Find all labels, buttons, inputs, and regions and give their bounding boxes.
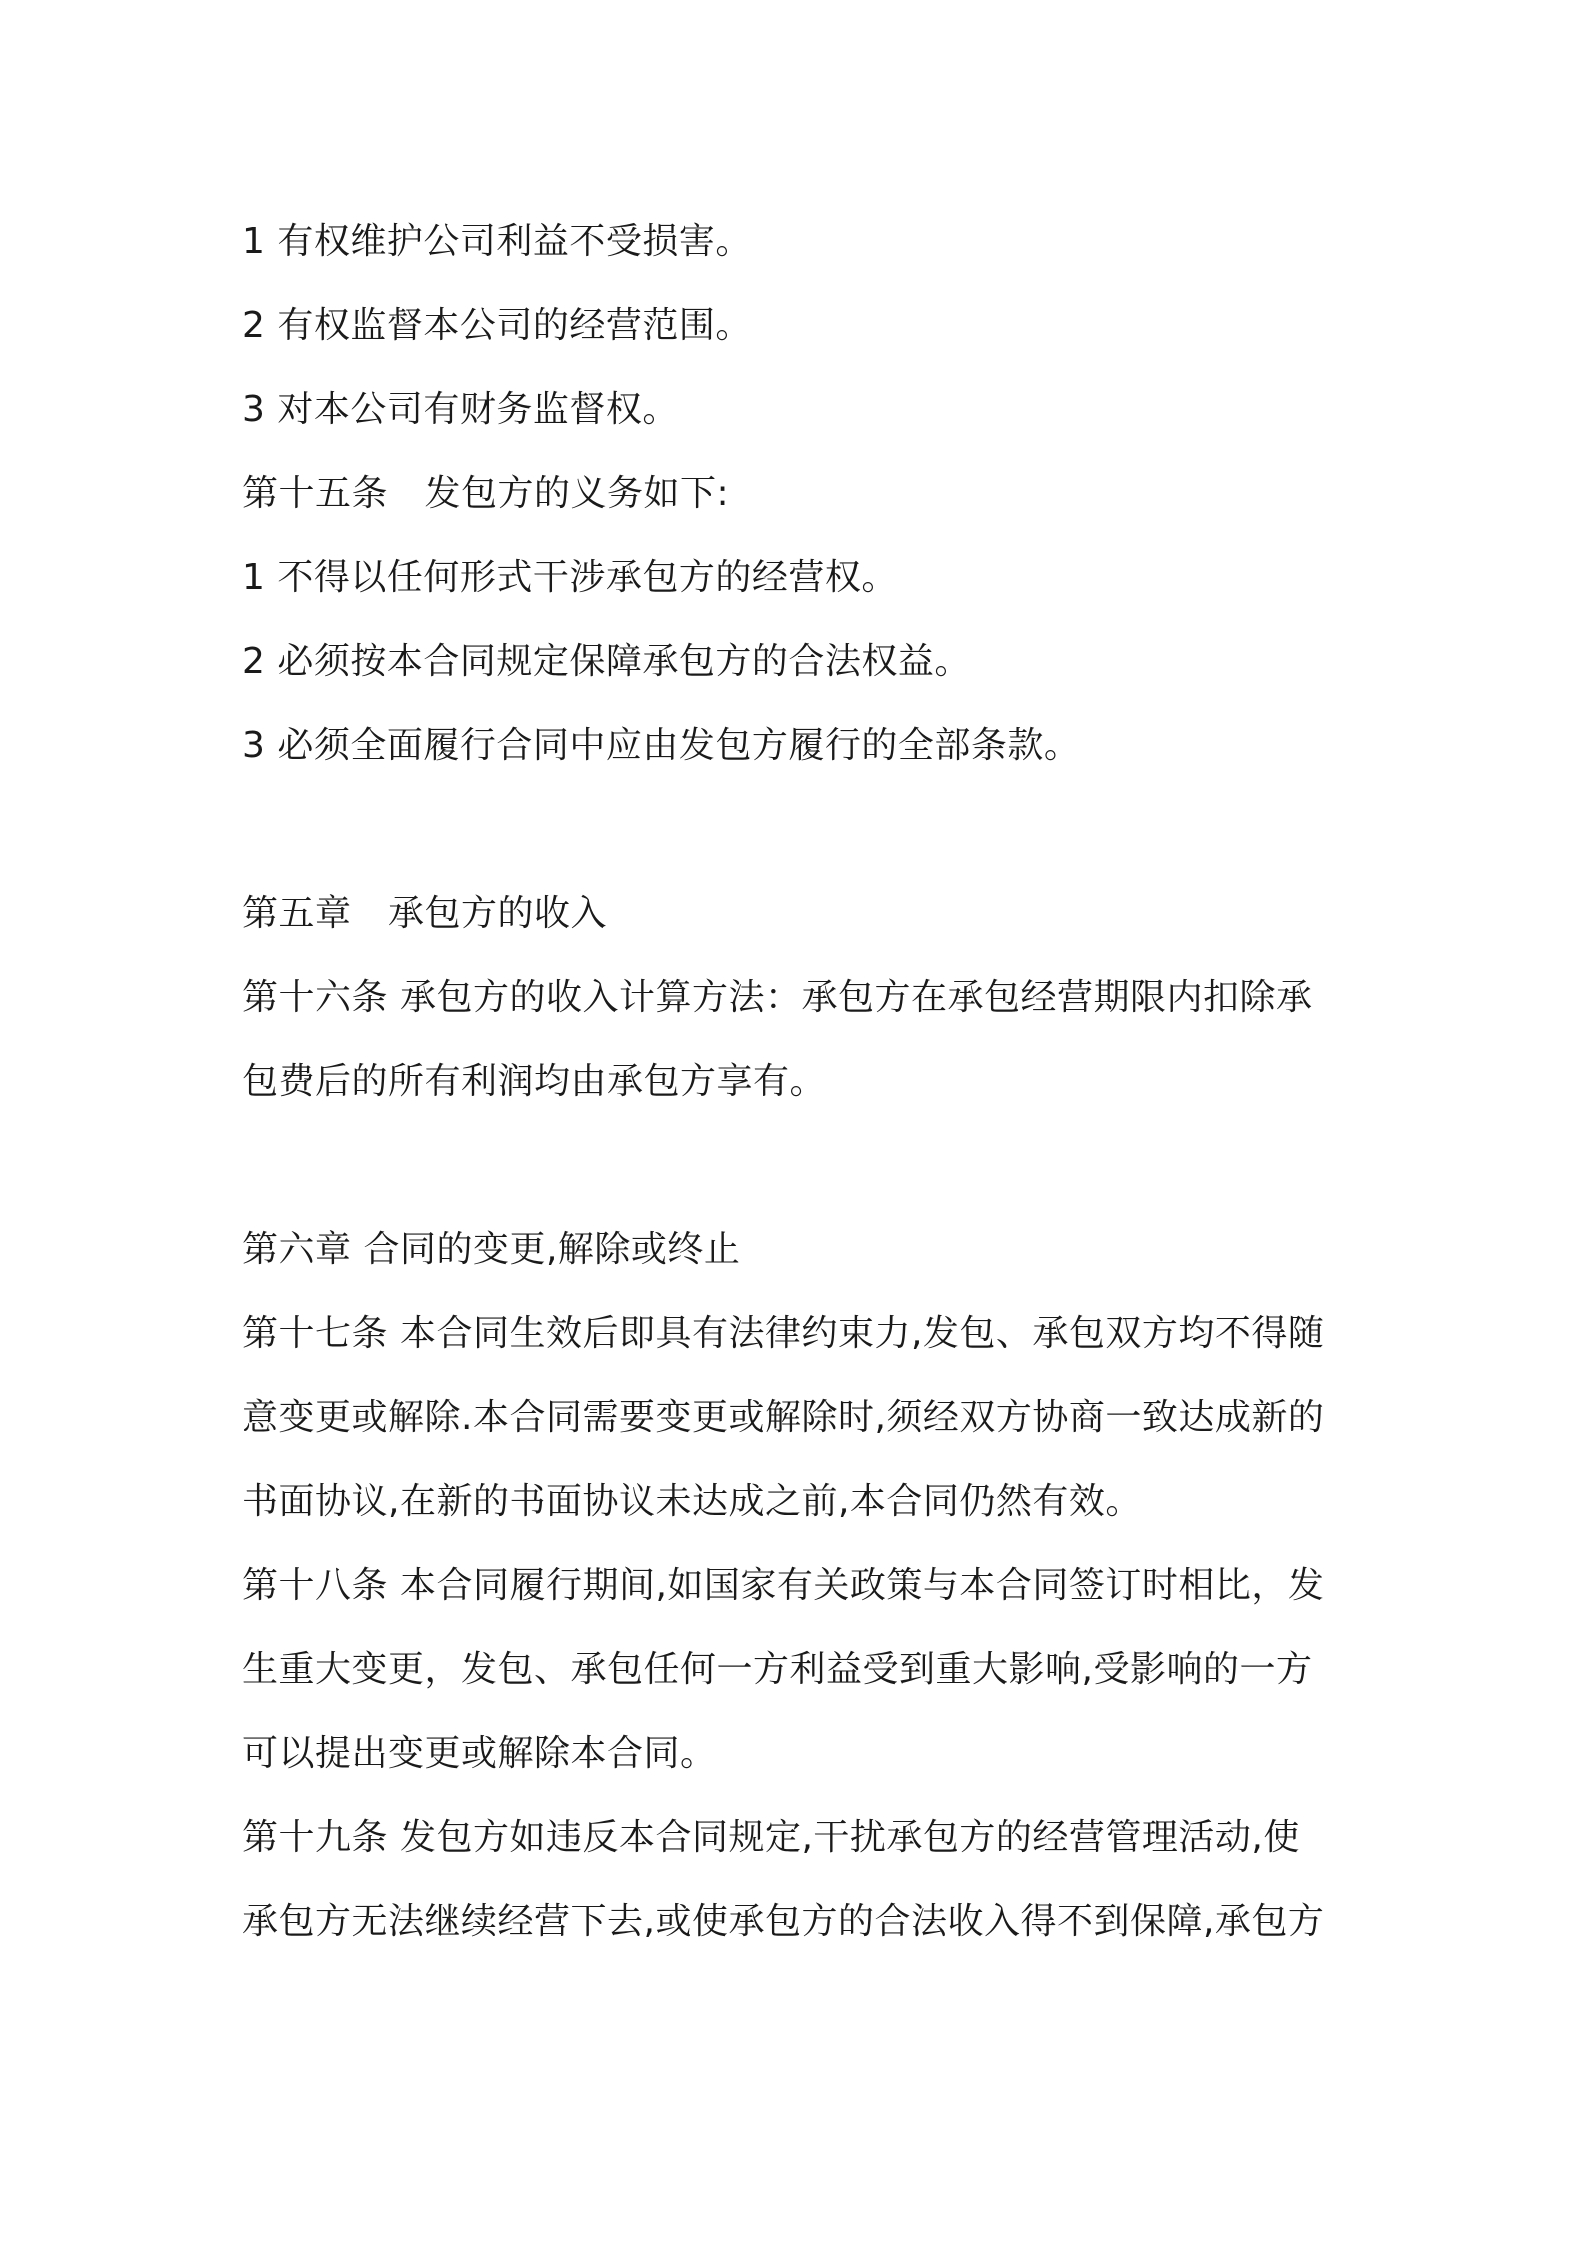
text-line: 1 不得以任何形式干涉承包方的经营权。 (242, 557, 898, 598)
text-line: 1 有权维护公司利益不受损害。 (242, 221, 752, 262)
text-line: 书面协议,在新的书面协议未达成之前,本合同仍然有效。 (242, 1481, 1142, 1522)
text-line: 生重大变更，发包、承包任何一方利益受到重大影响,受影响的一方 (242, 1649, 1313, 1690)
chapter-heading: 第五章 承包方的收入 (242, 893, 608, 934)
text-line: 承包方无法继续经营下去,或使承包方的合法收入得不到保障,承包方 (242, 1901, 1325, 1942)
text-line: 2 必须按本合同规定保障承包方的合法权益。 (242, 641, 971, 682)
text-line: 3 对本公司有财务监督权。 (242, 389, 679, 430)
text-line: 第十九条 发包方如违反本合同规定,干扰承包方的经营管理活动,使 (242, 1817, 1300, 1858)
paragraph-gap (242, 1124, 1362, 1208)
document-body (242, 200, 1362, 1964)
text-line: 可以提出变更或解除本合同。 (242, 1733, 717, 1774)
text-line: 包费后的所有利润均由承包方享有。 (242, 1061, 827, 1102)
text-line: 意变更或解除.本合同需要变更或解除时,须经双方协商一致达成新的 (242, 1397, 1325, 1438)
text-line: 第十六条 承包方的收入计算方法：承包方在承包经营期限内扣除承 (242, 977, 1313, 1018)
paragraph-gap (242, 788, 1362, 872)
text-line: 第十七条 本合同生效后即具有法律约束力,发包、承包双方均不得随 (242, 1313, 1325, 1354)
article-heading: 第十五条 发包方的义务如下: (242, 473, 730, 514)
chapter-heading: 第六章 合同的变更,解除或终止 (242, 1229, 741, 1270)
text-line: 2 有权监督本公司的经营范围。 (242, 305, 752, 346)
text-line: 第十八条 本合同履行期间,如国家有关政策与本合同签订时相比，发 (242, 1565, 1325, 1606)
text-line: 3 必须全面履行合同中应由发包方履行的全部条款。 (242, 725, 1081, 766)
